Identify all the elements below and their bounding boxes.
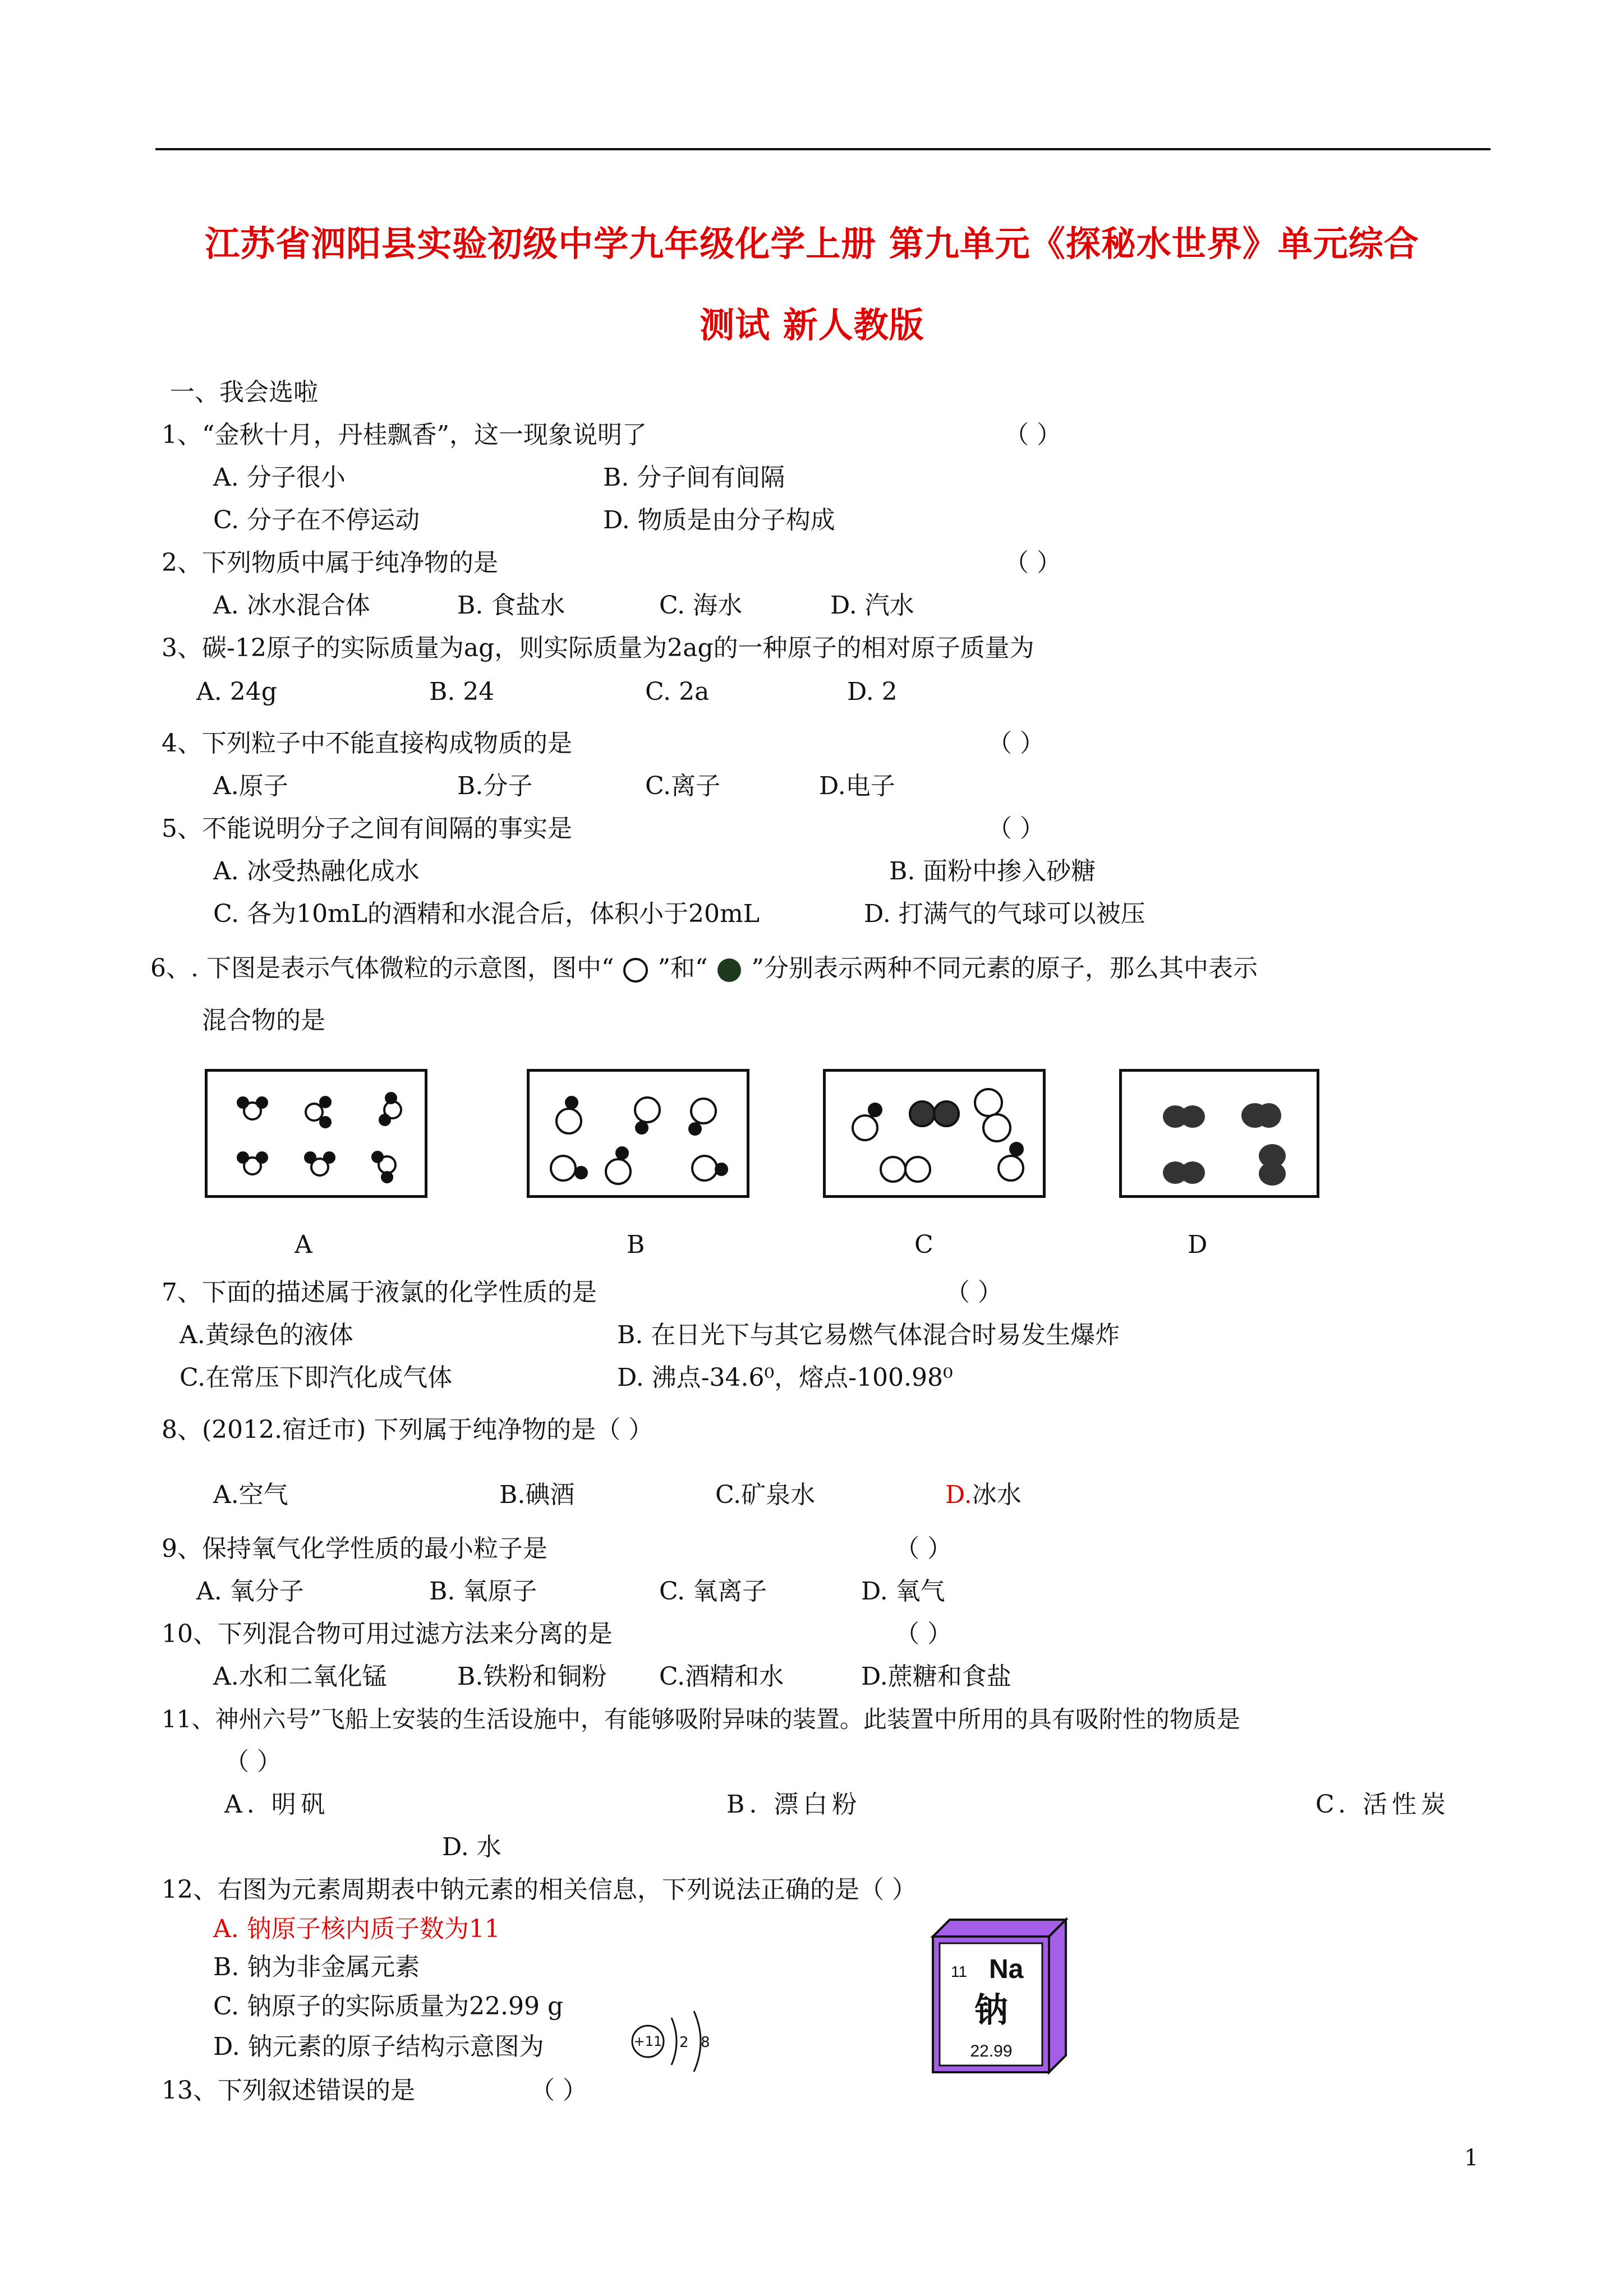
document-title-line2: 测试 新人教版 [700, 305, 924, 345]
diagram-label-a: A [295, 1230, 312, 1259]
q2-option-b: B. 食盐水 [457, 591, 565, 620]
q2-option-a: A. 冰水混合体 [213, 591, 370, 620]
q7-stem: 7、下面的描述属于液氯的化学性质的是 [162, 1278, 597, 1307]
particles-d [1122, 1072, 1317, 1195]
q9-option-d: D. 氧气 [861, 1577, 945, 1606]
section-heading: 一、我会选啦 [170, 378, 318, 407]
q4-option-a: A.原子 [213, 772, 288, 800]
q12-stem: 12、右图为元素周期表中钠元素的相关信息，下列说法正确的是（ ） [162, 1875, 917, 1904]
q3-option-a: A. 24g [196, 677, 277, 706]
q3-stem: 3、碳-12原子的实际质量为ag，则实际质量为2ag的一种原子的相对原子质量为 [162, 634, 1034, 662]
q10-bracket: （ ） [895, 1620, 952, 1648]
q4-option-d: D.电子 [819, 772, 895, 800]
q6-stem-part2: ”和“ [657, 954, 708, 983]
diagram-label-d: D [1188, 1230, 1208, 1259]
q9-stem: 9、保持氧气化学性质的最小粒子是 [162, 1534, 548, 1563]
q11-option-d: D. 水 [442, 1833, 502, 1861]
q4-stem: 4、下列粒子中不能直接构成物质的是 [162, 729, 572, 758]
particles-c [826, 1072, 1043, 1195]
q3-option-d: D. 2 [847, 677, 898, 706]
q1-option-a: A. 分子很小 [213, 463, 346, 492]
q4-option-b: B.分子 [457, 772, 533, 800]
atom-shell-1: 2 [679, 2034, 689, 2051]
q12-option-a: A. 钠原子核内质子数为11 [213, 1915, 500, 1943]
q8-option-d [945, 1478, 1022, 1512]
q13-bracket: （ ） [530, 2076, 587, 2105]
q12-option-d: D. 钠元素的原子结构示意图为 [213, 2032, 544, 2061]
diagram-box-c [823, 1069, 1046, 1198]
q7-option-c: C.在常压下即汽化成气体 [180, 1363, 453, 1392]
q8-option-a: A.空气 [213, 1481, 288, 1509]
q7-option-b: B. 在日光下与其它易燃气体混合时易发生爆炸 [617, 1321, 1120, 1349]
q7-bracket: （ ） [945, 1278, 1002, 1307]
q9-option-c: C. 氧离子 [659, 1577, 767, 1606]
q8-answer-letter: D. [945, 1481, 972, 1509]
q8-option-c: C.矿泉水 [715, 1481, 816, 1509]
page-number: 1 [1464, 2145, 1479, 2171]
element-number: 11 [951, 1963, 968, 1980]
q5-option-d: D. 打满气的气球可以被压 [864, 900, 1145, 928]
q1-stem: 1、“金秋十月，丹桂飘香”，这一现象说明了 [162, 421, 647, 449]
q10-option-a: A.水和二氧化锰 [213, 1662, 387, 1691]
q8-stem: 8、(2012.宿迁市) 下列属于纯净物的是（ ） [162, 1416, 654, 1444]
q6-stem-line2: 混合物的是 [202, 1006, 325, 1035]
diagram-box-b [527, 1069, 749, 1198]
q3-option-b: B. 24 [429, 677, 495, 706]
atom-structure-diagram [625, 2001, 718, 2074]
q9-option-b: B. 氧原子 [429, 1577, 537, 1606]
diagram-box-d [1119, 1069, 1319, 1198]
q13-stem: 13、下列叙述错误的是 [162, 2076, 415, 2105]
q10-stem: 10、下列混合物可用过滤方法来分离的是 [162, 1620, 613, 1648]
q11-bracket: （ ） [224, 1748, 282, 1776]
q12-option-b: B. 钠为非金属元素 [213, 1953, 420, 1981]
q5-option-c: C. 各为10mL的酒精和水混合后，体积小于20mL [213, 900, 760, 928]
q8-option-b: B.碘酒 [499, 1481, 575, 1509]
q2-option-d: D. 汽水 [830, 591, 914, 620]
diagram-label-b: B [627, 1230, 645, 1259]
q1-option-d: D. 物质是由分子构成 [603, 506, 835, 534]
particles-b [530, 1072, 747, 1195]
diagram-box-a [205, 1069, 427, 1198]
q2-bracket: （ ） [1004, 548, 1061, 577]
element-mass: 22.99 [970, 2042, 1013, 2060]
q11-option-a: A. 明矾 [224, 1790, 330, 1819]
q7-option-d: D. 沸点-34.6⁰，熔点-100.98⁰ [617, 1363, 953, 1392]
q4-bracket: （ ） [987, 729, 1045, 758]
q5-option-b: B. 面粉中掺入砂糖 [889, 857, 1096, 886]
q2-stem: 2、下列物质中属于纯净物的是 [162, 548, 498, 577]
q11-option-c: C. 活性炭 [1315, 1790, 1451, 1819]
header-rule [155, 148, 1490, 150]
diagram-label-c: C [914, 1230, 933, 1259]
q3-option-c: C. 2a [645, 677, 710, 706]
q1-option-c: C. 分子在不停运动 [213, 506, 420, 534]
q8-option-d-text: 冰水 [972, 1481, 1022, 1509]
particles-a [208, 1072, 425, 1195]
q10-option-b: B.铁粉和铜粉 [457, 1662, 607, 1691]
q1-option-b: B. 分子间有间隔 [603, 463, 785, 492]
q9-bracket: （ ） [895, 1534, 952, 1563]
q5-option-a: A. 冰受热融化成水 [213, 857, 420, 886]
q5-bracket: （ ） [987, 814, 1045, 843]
q2-option-c: C. 海水 [659, 591, 743, 620]
q6-stem-part1: 6、. 下图是表示气体微粒的示意图，图中“ [150, 954, 614, 983]
q7-option-a: A.黄绿色的液体 [180, 1321, 353, 1349]
element-name: 钠 [974, 1991, 1008, 2030]
sodium-element-card [928, 1915, 1074, 2078]
q6-stem-part3: ”分别表示两种不同元素的原子，那么其中表示 [751, 954, 1258, 983]
q10-option-d: D.蔗糖和食盐 [861, 1662, 1011, 1691]
element-symbol: Na [989, 1954, 1024, 1984]
q4-option-c: C.离子 [645, 772, 721, 800]
q5-stem: 5、不能说明分子之间有间隔的事实是 [162, 814, 572, 843]
q10-option-c: C.酒精和水 [659, 1662, 784, 1691]
document-title-line1: 江苏省泗阳县实验初级中学九年级化学上册 第九单元《探秘水世界》单元综合 [205, 223, 1419, 264]
atom-nucleus: +11 [633, 2034, 663, 2049]
q11-option-b: B. 漂白粉 [726, 1790, 862, 1819]
q1-bracket: （ ） [1004, 421, 1061, 449]
q6-stem [150, 952, 1258, 985]
q9-option-a: A. 氧分子 [196, 1577, 304, 1606]
atom-shell-2: 8 [701, 2034, 710, 2051]
q11-stem: 11、神州六号”飞船上安装的生活设施中，有能够吸附异味的装置。此装置中所用的具有吸附性的物质是 [162, 1705, 1240, 1733]
dark-atom-icon [715, 956, 743, 984]
q12-option-c: C. 钠原子的实际质量为22.99 g [213, 1992, 564, 2021]
light-atom-icon [622, 956, 650, 984]
